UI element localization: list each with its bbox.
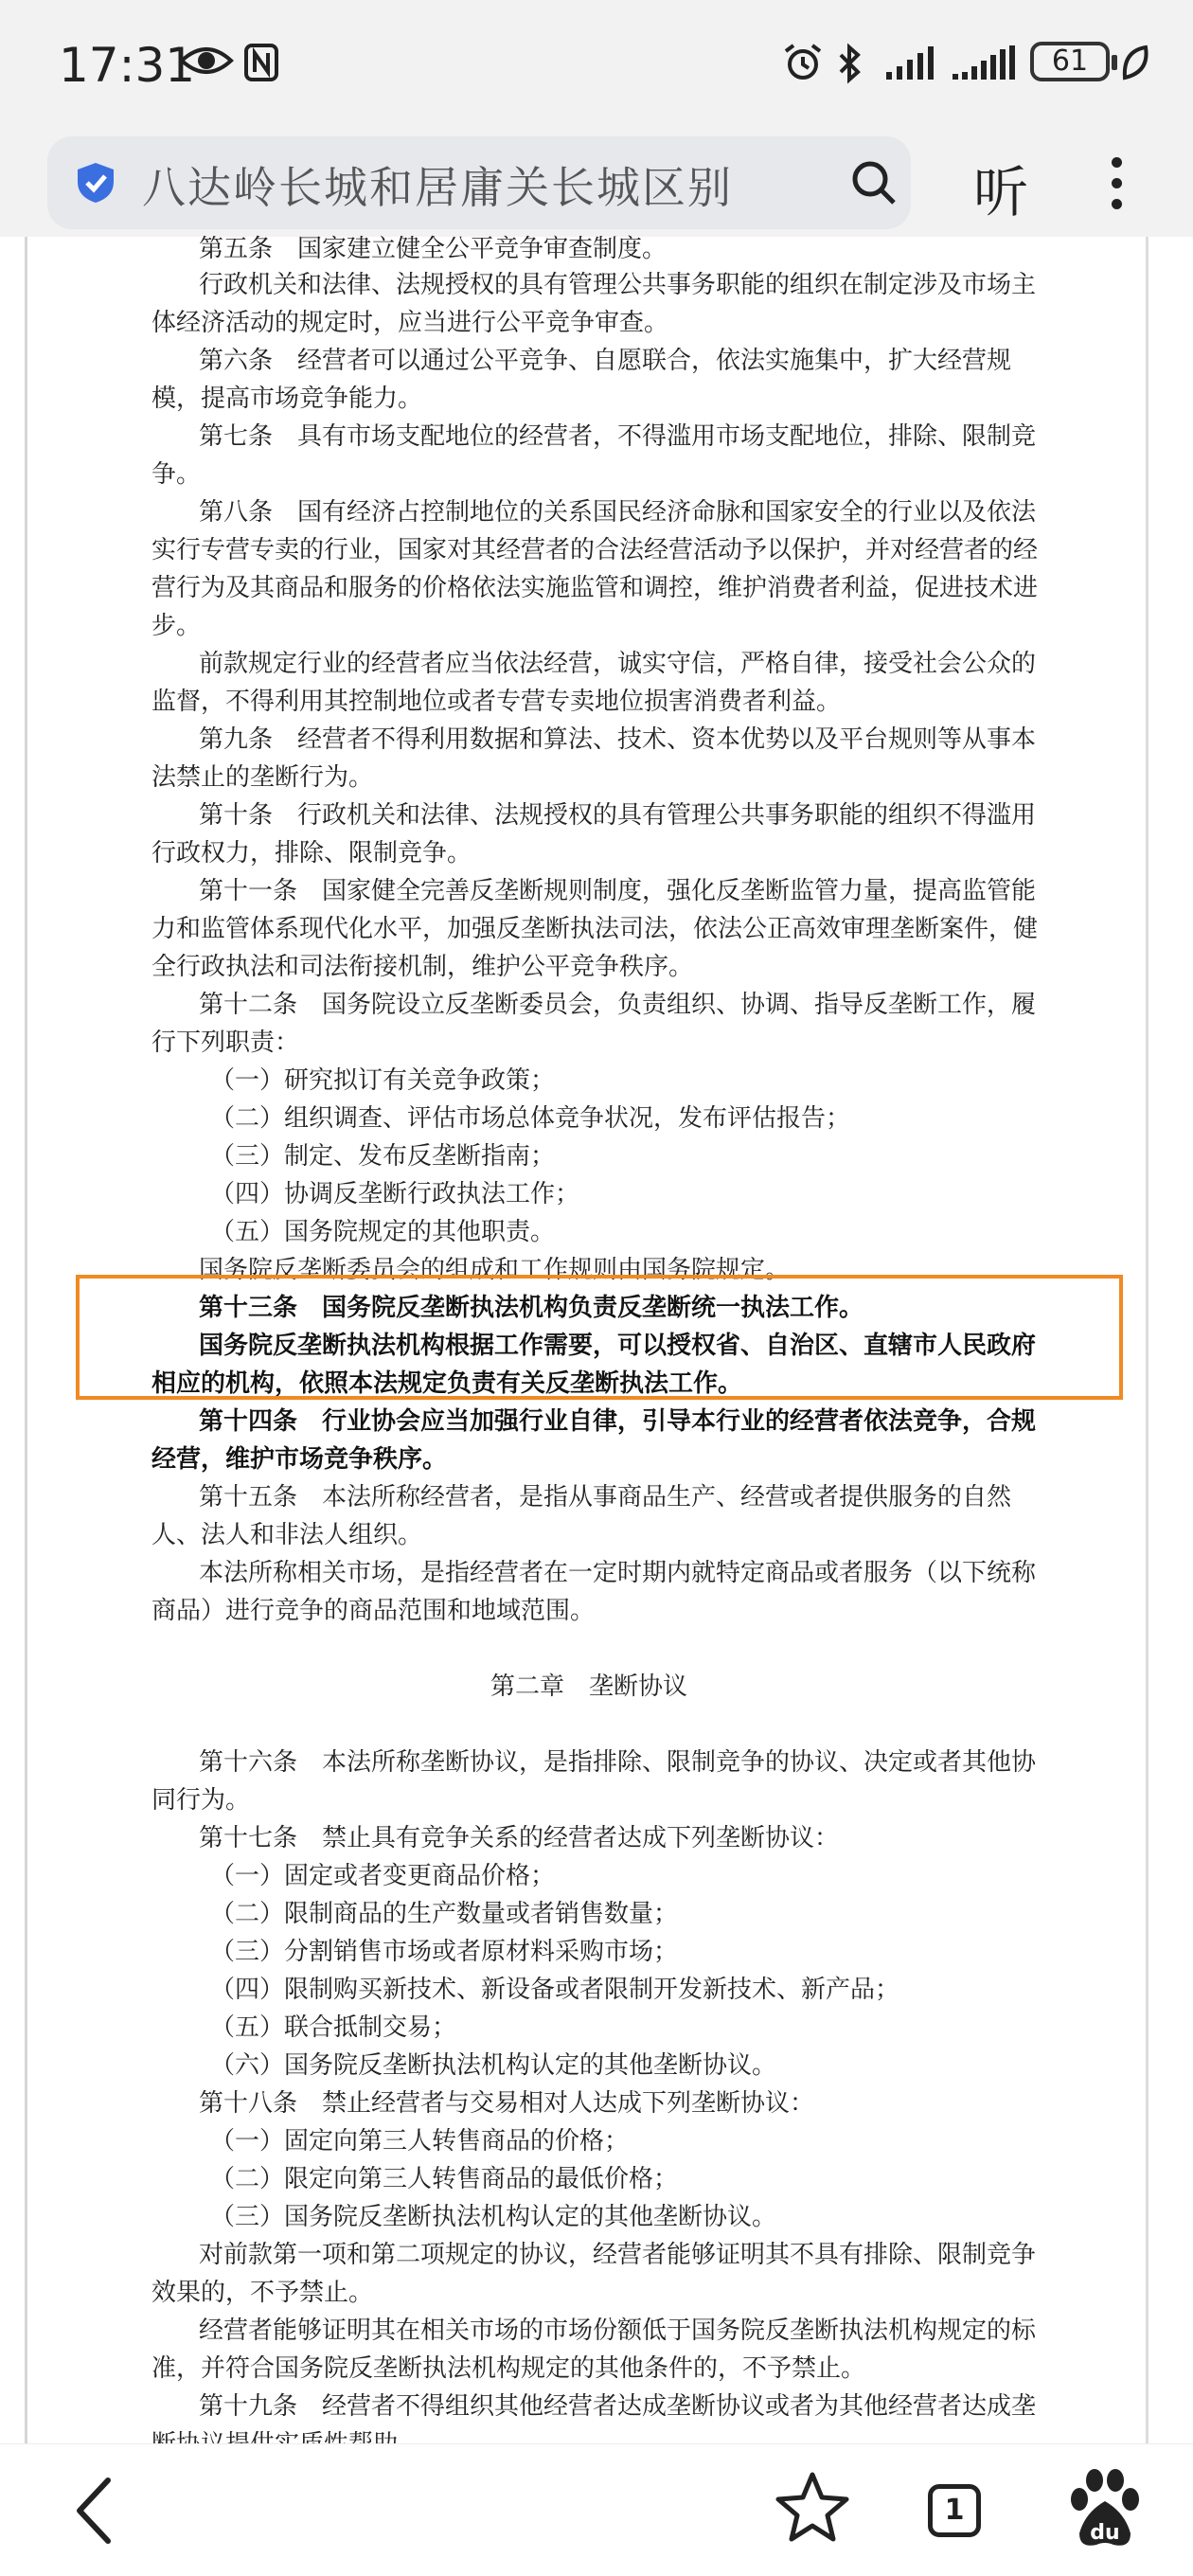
star-icon[interactable] bbox=[775, 2469, 850, 2545]
text-line: 第十二条 国务院设立反垄断委员会，负责组织、协调、指导反垄断工作，履 bbox=[199, 991, 1037, 1019]
text-line: （五）国务院规定的其他职责。 bbox=[210, 1218, 556, 1246]
text-line: （二）限定向第三人转售商品的最低价格； bbox=[210, 2165, 679, 2193]
text-line: 本法所称相关市场，是指经营者在一定时期内就特定商品或者服务（以下统称 bbox=[199, 1559, 1037, 1587]
text-line: 商品）进行竞争的商品范围和地域范围。 bbox=[151, 1597, 596, 1625]
text-line: （六）国务院反垄断执法机构认定的其他垄断协议。 bbox=[210, 2051, 777, 2080]
text-line: （三）制定、发布反垄断指南； bbox=[210, 1142, 556, 1171]
text-line-highlighted: 第十三条 国务院反垄断执法机构负责反垄断统一执法工作。 bbox=[199, 1294, 864, 1322]
text-line: （三）国务院反垄断执法机构认定的其他垄断协议。 bbox=[210, 2203, 777, 2231]
text-line: 模，提高市场竞争能力。 bbox=[151, 385, 423, 413]
text-line: 第六条 经营者可以通过公平竞争、自愿联合，依法实施集中，扩大经营规 bbox=[199, 347, 1012, 375]
text-line: 第十四条 行业协会应当加强行业自律，引导本行业的经营者依法竞争，合规 bbox=[199, 1407, 1037, 1436]
text-line: 经营，维护市场竞争秩序。 bbox=[151, 1445, 448, 1474]
tab-count: 1 bbox=[928, 2484, 981, 2537]
text-line: 步。 bbox=[151, 612, 202, 640]
text-line: 体经济活动的规定时，应当进行公平竞争审查。 bbox=[151, 309, 669, 337]
svg-text:du: du bbox=[1090, 2521, 1120, 2545]
document-view[interactable] bbox=[0, 237, 1193, 2443]
shield-icon bbox=[76, 161, 116, 205]
text-line: 监督，不得利用其控制地位或者专营专卖地位损害消费者利益。 bbox=[151, 688, 842, 716]
text-line: （一）固定或者变更商品价格； bbox=[210, 1862, 556, 1890]
status-time: 17:31 bbox=[59, 38, 196, 93]
text-line: 行政权力，排除、限制竞争。 bbox=[151, 839, 472, 868]
text-line: 前款规定行业的经营者应当依法经营，诚实守信，严格自律，接受社会公众的 bbox=[199, 650, 1037, 678]
text-line: 第十七条 禁止具有竞争关系的经营者达成下列垄断协议： bbox=[199, 1824, 840, 1852]
text-line: 法禁止的垄断行为。 bbox=[151, 763, 374, 792]
leaf-icon bbox=[1121, 44, 1149, 81]
text-line: 第八条 国有经济占控制地位的关系国民经济命脉和国家安全的行业以及依法 bbox=[199, 498, 1037, 527]
text-line: 第十六条 本法所称垄断协议，是指排除、限制竞争的协议、决定或者其他协 bbox=[199, 1748, 1037, 1777]
text-line: 第十条 行政机关和法律、法规授权的具有管理公共事务职能的组织不得滥用 bbox=[199, 801, 1037, 830]
back-icon[interactable] bbox=[70, 2473, 117, 2549]
text-line: 争。 bbox=[151, 460, 202, 489]
signal-icon bbox=[884, 44, 937, 81]
text-line: 第十五条 本法所称经营者，是指从事商品生产、经营或者提供服务的自然 bbox=[199, 1483, 1012, 1512]
baidu-paw-icon[interactable] bbox=[1064, 2467, 1146, 2552]
text-line-highlighted: 相应的机构，依照本法规定负责有关反垄断执法工作。 bbox=[151, 1369, 743, 1398]
text-line: （二）组织调查、评估市场总体竞争状况，发布评估报告； bbox=[210, 1104, 851, 1133]
text-line: （二）限制商品的生产数量或者销售数量； bbox=[210, 1900, 679, 1928]
text-line: 对前款第一项和第二项规定的协议，经营者能够证明其不具有排除、限制竞争 bbox=[199, 2241, 1037, 2269]
text-line: 行政机关和法律、法规授权的具有管理公共事务职能的组织在制定涉及市场主 bbox=[199, 271, 1037, 299]
bluetooth-icon bbox=[837, 44, 864, 83]
page-edge bbox=[1146, 237, 1148, 2443]
text-line: 行下列职责： bbox=[151, 1029, 300, 1057]
signal-icon bbox=[951, 44, 1019, 81]
text-line: 准，并符合国务院反垄断执法机构规定的其他条件的，不予禁止。 bbox=[151, 2354, 866, 2383]
text-line: （一）固定向第三人转售商品的价格； bbox=[210, 2127, 630, 2156]
text-line: 第九条 经营者不得利用数据和算法、技术、资本优势以及平台规则等从事本 bbox=[199, 725, 1037, 754]
text-line: 第七条 具有市场支配地位的经营者，不得滥用市场支配地位，排除、限制竞 bbox=[199, 422, 1037, 451]
text-line: 第十九条 经营者不得组织其他经营者达成垄断协议或者为其他经营者达成垄 bbox=[199, 2392, 1037, 2421]
text-line: 第十八条 禁止经营者与交易相对人达成下列垄断协议： bbox=[199, 2089, 815, 2118]
page-edge bbox=[25, 237, 27, 2443]
text-line-highlighted: 国务院反垄断执法机构根据工作需要，可以授权省、自治区、直辖市人民政府 bbox=[199, 1332, 1037, 1360]
text-line: （一）研究拟订有关竞争政策； bbox=[210, 1066, 556, 1095]
tabs-icon[interactable] bbox=[917, 2473, 996, 2552]
text-line: 国务院反垄断委员会的组成和工作规则由国务院规定。 bbox=[199, 1256, 791, 1284]
text-line: 营行为及其商品和服务的价格依法实施监管和调控，维护消费者利益，促进技术进 bbox=[151, 574, 1039, 602]
text-line: （四）协调反垄断行政执法工作； bbox=[210, 1180, 580, 1208]
battery-indicator: 61 bbox=[1030, 42, 1110, 81]
text-line: 同行为。 bbox=[151, 1786, 251, 1815]
status-bar bbox=[0, 0, 1193, 133]
alarm-icon bbox=[782, 44, 824, 81]
text-line: 力和监管体系现代化水平，加强反垄断执法司法，依法公正高效审理垄断案件，健 bbox=[151, 915, 1039, 943]
text-line: （五）联合抵制交易； bbox=[210, 2013, 457, 2042]
chapter-heading: 第二章 垄断协议 bbox=[490, 1673, 688, 1701]
search-query[interactable]: 八达岭长城和居庸关长城区别 bbox=[142, 162, 733, 213]
text-line: 经营者能够证明其在相关市场的市场份额低于国务院反垄断执法机构规定的标 bbox=[199, 2317, 1037, 2345]
highlight-box bbox=[76, 1275, 1123, 1400]
listen-button[interactable]: 听 bbox=[973, 160, 1029, 224]
search-icon[interactable] bbox=[850, 159, 898, 206]
nfc-icon bbox=[244, 44, 278, 81]
bottom-nav bbox=[0, 2443, 1193, 2576]
text-line: 全行政执法和司法衔接机制，维护公平竞争秩序。 bbox=[151, 953, 694, 981]
text-line: 效果的，不予禁止。 bbox=[151, 2279, 374, 2307]
more-icon[interactable] bbox=[1102, 152, 1131, 218]
text-line: 第五条 国家建立健全公平竞争审查制度。 bbox=[199, 235, 668, 263]
text-line: 第十一条 国家健全完善反垄断规则制度，强化反垄断监管力量，提高监管能 bbox=[199, 877, 1037, 905]
text-line: （三）分割销售市场或者原材料采购市场； bbox=[210, 1938, 679, 1966]
text-line: 人、法人和非法人组织。 bbox=[151, 1521, 423, 1549]
search-field[interactable] bbox=[47, 136, 911, 229]
text-line: 实行专营专卖的行业，国家对其经营者的合法经营活动予以保护，并对经营者的经 bbox=[151, 536, 1039, 564]
text-line: （四）限制购买新技术、新设备或者限制开发新技术、新产品； bbox=[210, 1976, 900, 2004]
eye-icon bbox=[180, 44, 233, 78]
